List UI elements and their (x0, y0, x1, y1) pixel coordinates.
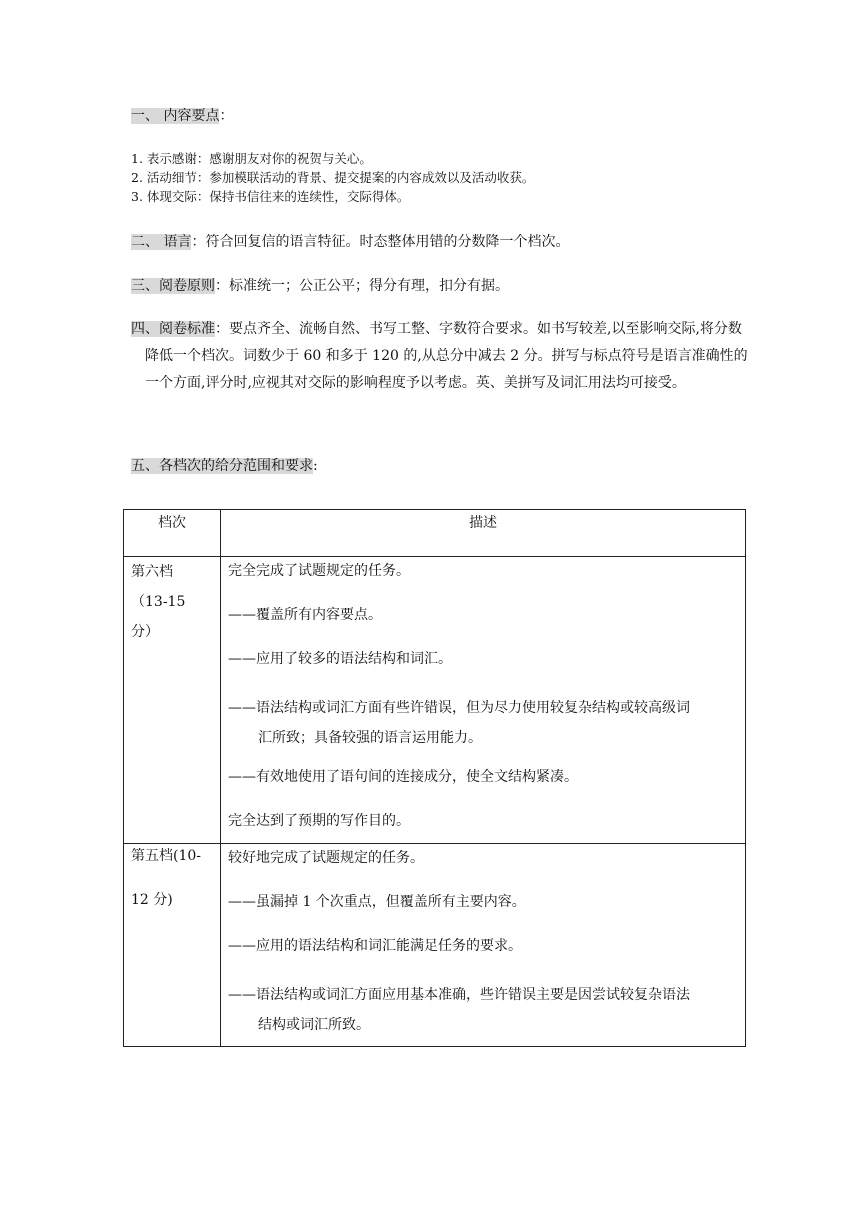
section4 (131, 316, 750, 397)
desc-line: ——应用的语法结构和词汇能满足任务的要求。 (228, 938, 522, 954)
section2-heading: 二、 语言 (131, 234, 192, 250)
desc-line: ——虽漏掉 1 个次重点，但覆盖所有主要内容。 (228, 894, 526, 910)
table-row (124, 557, 746, 844)
list-item: 1. 表示感谢：感谢朋友对你的祝贺与关心。 (131, 151, 372, 166)
table-header-row (124, 510, 746, 557)
section2 (131, 232, 569, 252)
section1-heading: 一、 内容要点： (131, 108, 234, 124)
list-item: 3. 体现交际：保持书信往来的连续性，交际得体。 (131, 189, 410, 204)
section4-heading: 四、阅卷标准 (131, 321, 215, 337)
desc-line: ——语法结构或词汇方面有些许错误，但为尽力使用较复杂结构或较高级词 汇所致；具备较强的语言运用能力。 (228, 700, 690, 746)
description-cell (221, 557, 746, 844)
section1-heading-text: 一、 内容要点 (131, 108, 220, 124)
level-cell: 第五档(10- 12 分) (124, 844, 221, 1047)
desc-line: ——覆盖所有内容要点。 (228, 607, 382, 623)
desc-line: 完全达到了预期的写作目的。 (228, 813, 410, 829)
section4-text: ：要点齐全、流畅自然、书写工整、字数符合要求。如书写较差,以至影响交际,将分数降低一个档次。词数少于 60 和多于 120 的,从总分中减去 2 分。拼写与标点符号是语言准确性的一个方面,评分时,应视其对交际的影响程度予以考虑。英、美拼写及词汇用法均可接受。 (145, 321, 748, 391)
desc-line: ——语法结构或词汇方面应用基本准确，些许错误主要是因尝试较复杂语法 结构或词汇所致。 (228, 987, 690, 1033)
desc-line: ——应用了较多的语法结构和词汇。 (228, 651, 452, 667)
section3-text: ：标准统一；公正公平；得分有理，扣分有据。 (215, 278, 509, 294)
desc-line: 完全完成了试题规定的任务。 (228, 563, 410, 579)
scoring-table (123, 509, 746, 1047)
list-item: 2. 活动细节：参加模联活动的背景、提交提案的内容成效以及活动收获。 (131, 170, 535, 185)
description-cell (221, 844, 746, 1047)
table-header-description: 描述 (221, 510, 746, 557)
section2-text: ：符合回复信的语言特征。时态整体用错的分数降一个档次。 (191, 234, 570, 250)
level-cell: 第六档 （13-15 分） (124, 557, 221, 844)
desc-line: 较好地完成了试题规定的任务。 (228, 850, 424, 866)
section3-heading: 三、阅卷原则 (131, 278, 215, 294)
section5-heading: 五、各档次的给分范围和要求 (131, 458, 313, 474)
table-row (124, 844, 746, 1047)
section3 (131, 276, 509, 296)
section5: 五、各档次的给分范围和要求: (131, 458, 318, 474)
desc-line: ——有效地使用了语句间的连接成分，使全文结构紧凑。 (228, 769, 578, 785)
table-header-level: 档次 (124, 510, 221, 557)
